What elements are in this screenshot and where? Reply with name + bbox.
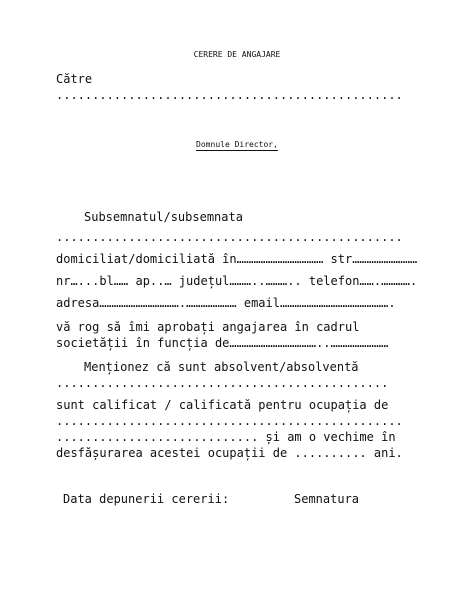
document-title: CERERE DE ANGAJARE <box>193 50 281 59</box>
body-line-3: domiciliat/domiciliată în……………………………… str……………………… <box>56 252 418 266</box>
body-line-10: sunt calificat / calificată pentru ocupația de <box>56 398 389 412</box>
body-line-12: ............................ și am o vechime în <box>56 430 396 444</box>
body-line-7: societății în funcția de………………………………..…………………… <box>56 336 389 350</box>
body-line-6: vă rog să îmi aprobați angajarea în cadrul <box>56 320 360 334</box>
body-line-2: ................................................ <box>56 230 403 244</box>
body-line-13: desfășurarea acestei ocupații de .......... ani. <box>56 446 403 460</box>
salutation: Domnule Director, <box>196 140 278 149</box>
signature-label: Semnatura <box>294 492 360 506</box>
to-dotted-line: ................................................ <box>56 88 403 102</box>
date-label: Data depunerii cererii: <box>63 492 230 506</box>
to-label: Către <box>56 72 93 86</box>
body-line-9: .............................................. <box>56 376 389 390</box>
body-line-11: ................................................ <box>56 414 403 428</box>
body-line-4: nr…...bl…… ap..… județul………..……….. telefon…….…………. <box>56 274 418 288</box>
body-line-5: adresa…………………………….………………… email………………………………………. <box>56 296 396 310</box>
body-line-8: Menționez că sunt absolvent/absolventă <box>84 360 359 374</box>
body-line-1: Subsemnatul/subsemnata <box>84 210 243 224</box>
